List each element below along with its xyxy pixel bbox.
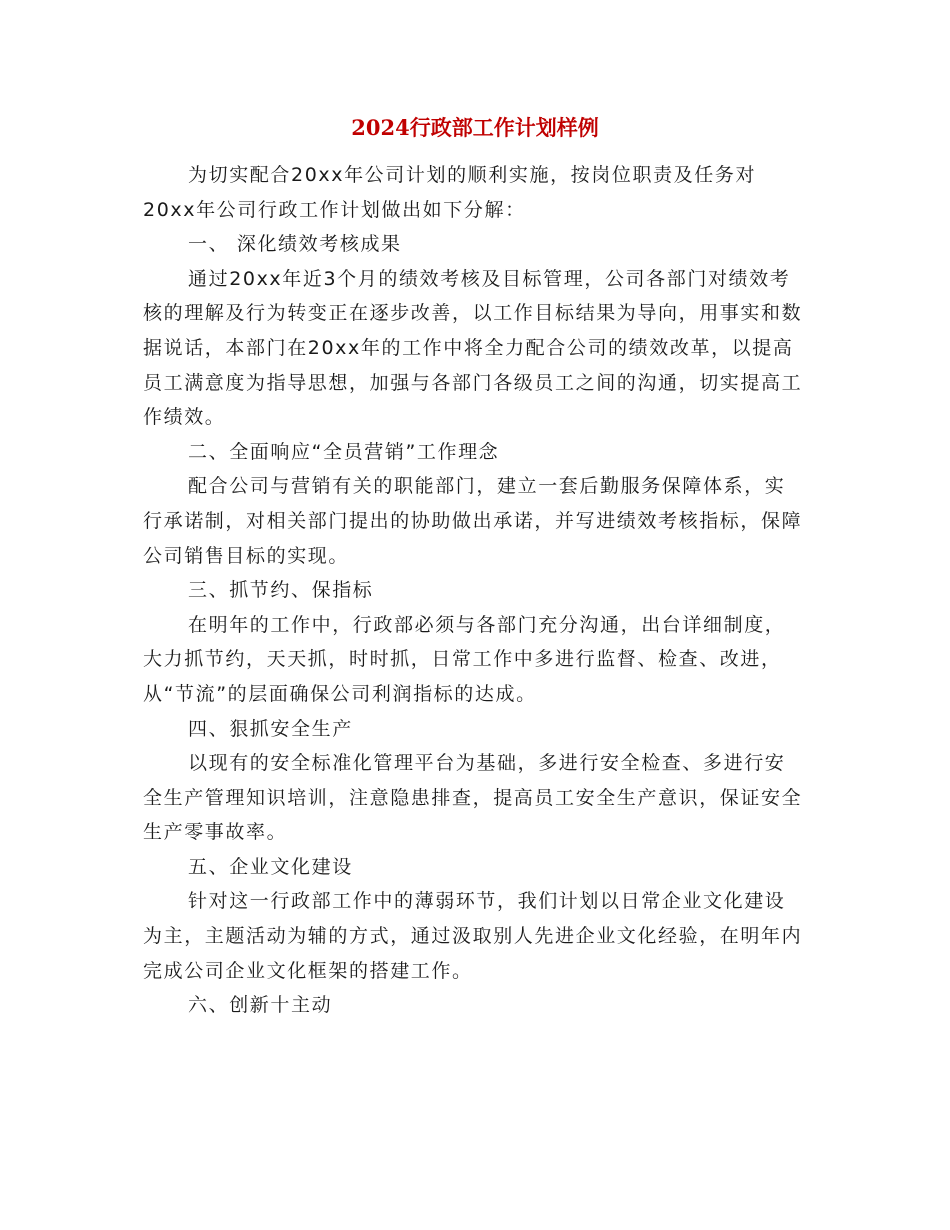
section-heading-5: 五、企业文化建设: [188, 855, 353, 878]
section-heading-2: 二、全面响应“全员营销”工作理念: [188, 440, 500, 463]
section-heading-6: 六、创新十主动: [188, 994, 333, 1017]
section-paragraph-4: 以现有的安全标准化管理平台为基础，多进行安全检查、多进行安全生产管理知识培训，注意隐患排查，提高员工安全生产意识，保证安全生产零事故率。: [143, 752, 803, 844]
intro-paragraph: 为切实配合20xx年公司计划的顺利实施，按岗位职责及任务对20xx年公司行政工作计划做出如下分解：: [143, 164, 757, 221]
section-paragraph-5: 针对这一行政部工作中的薄弱环节，我们计划以日常企业文化建设为主，主题活动为辅的方式，通过汲取别人先进企业文化经验，在明年内完成公司企业文化框架的搭建工作。: [143, 890, 803, 982]
document-title: 2024行政部工作计划样例: [351, 115, 599, 140]
section-paragraph-1: 通过20xx年近3个月的绩效考核及目标管理，公司各部门对绩效考核的理解及行为转变正在逐步改善，以工作目标结果为导向，用事实和数据说话，本部门在20xx年的工作中将全力配合公司的绩效改革，以提高员工满意度为指导思想，加强与各部门各级员工之间的沟通，切实提高工作绩效。: [143, 267, 803, 429]
section-heading-1: 一、 深化绩效考核成果: [188, 233, 402, 256]
section-heading-3: 三、抓节约、保指标: [188, 579, 374, 602]
section-paragraph-2: 配合公司与营销有关的职能部门，建立一套后勤服务保障体系，实行承诺制，对相关部门提出的协助做出承诺，并写进绩效考核指标，保障公司销售目标的实现。: [143, 475, 803, 567]
section-heading-4: 四、狠抓安全生产: [188, 717, 353, 740]
document-body: [143, 158, 803, 1023]
section-paragraph-3: 在明年的工作中，行政部必须与各部门充分沟通，出台详细制度，大力抓节约，天天抓，时时抓，日常工作中多进行监督、检查、改进，从“节流”的层面确保公司利润指标的达成。: [143, 613, 786, 705]
